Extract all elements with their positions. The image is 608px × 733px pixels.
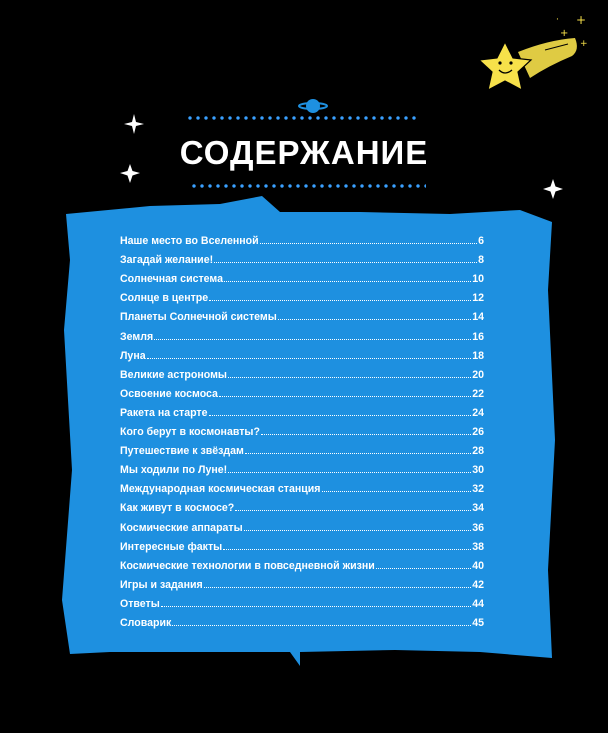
toc-dot-leader xyxy=(219,396,471,397)
toc-dot-leader xyxy=(161,606,471,607)
toc-entry[interactable] xyxy=(120,343,484,362)
toc-dot-leader xyxy=(261,434,471,435)
toc-entry-page-number: 44 xyxy=(472,597,484,610)
toc-entry[interactable] xyxy=(120,323,484,342)
toc-entry-title: Как живут в космосе? xyxy=(120,502,235,515)
toc-dot-leader xyxy=(376,568,471,569)
toc-entry[interactable] xyxy=(120,419,484,438)
toc-entry-title: Освоение космоса xyxy=(120,387,218,400)
toc-entry-page-number: 14 xyxy=(472,311,484,324)
toc-entry[interactable] xyxy=(120,553,484,572)
toc-entry-title: Игры и задания xyxy=(120,578,203,591)
toc-entry-page-number: 34 xyxy=(472,502,484,515)
toc-dot-leader xyxy=(209,300,471,301)
toc-entry-title: Ответы xyxy=(120,597,160,610)
toc-entry-page-number: 8 xyxy=(478,254,484,267)
toc-entry[interactable] xyxy=(120,304,484,323)
toc-dot-leader xyxy=(322,491,472,492)
toc-dot-leader xyxy=(204,587,472,588)
toc-entry-page-number: 42 xyxy=(472,578,484,591)
svg-text:+: + xyxy=(580,39,588,49)
toc-entry[interactable] xyxy=(120,400,484,419)
toc-entry-page-number: 38 xyxy=(472,540,484,553)
toc-entry-page-number: 20 xyxy=(472,368,484,381)
toc-dot-leader xyxy=(228,472,471,473)
toc-entry-title: Путешествие к звёздам xyxy=(120,445,244,458)
toc-entry-page-number: 45 xyxy=(472,616,484,629)
toc-entry[interactable] xyxy=(120,438,484,457)
toc-entry-title: Наше место во Вселенной xyxy=(120,235,259,248)
toc-entry[interactable] xyxy=(120,610,484,629)
svg-text:+: + xyxy=(560,28,569,39)
toc-entry-page-number: 10 xyxy=(472,273,484,286)
toc-dot-leader xyxy=(260,243,477,244)
toc-dot-leader xyxy=(235,510,471,511)
toc-dot-leader xyxy=(172,625,471,626)
toc-entry-title: Кого берут в космонавты? xyxy=(120,426,260,439)
title-dotted-line-top xyxy=(186,116,418,120)
toc-entry-page-number: 22 xyxy=(472,387,484,400)
toc-dot-leader xyxy=(147,358,472,359)
toc-entry[interactable] xyxy=(120,457,484,476)
svg-text:+: + xyxy=(576,13,587,27)
toc-entry[interactable] xyxy=(120,534,484,553)
toc-dot-leader xyxy=(244,530,472,531)
page-title: СОДЕРЖАНИЕ xyxy=(179,134,429,171)
toc-entry[interactable] xyxy=(120,285,484,304)
toc-entry-page-number: 16 xyxy=(472,330,484,343)
toc-entry-page-number: 24 xyxy=(472,406,484,419)
toc-entry[interactable] xyxy=(120,228,484,247)
toc-entry-title: Словарик xyxy=(120,616,172,629)
toc-entry-title: Загадай желание! xyxy=(120,254,214,267)
toc-dot-leader xyxy=(228,377,471,378)
toc-entry-page-number: 40 xyxy=(472,559,484,572)
toc-dot-leader xyxy=(154,339,471,340)
toc-entry-title: Луна xyxy=(120,349,146,362)
toc-entry-page-number: 6 xyxy=(478,235,484,248)
toc-entry[interactable] xyxy=(120,514,484,533)
toc-entry-page-number: 26 xyxy=(472,426,484,439)
toc-entry[interactable] xyxy=(120,266,484,285)
toc-entry-title: Космические аппараты xyxy=(120,521,243,534)
toc-dot-leader xyxy=(224,281,471,282)
toc-entry[interactable] xyxy=(120,381,484,400)
toc-entry[interactable] xyxy=(120,495,484,514)
toc-entry-page-number: 12 xyxy=(472,292,484,305)
toc-entry-page-number: 36 xyxy=(472,521,484,534)
toc-entry-page-number: 32 xyxy=(472,483,484,496)
toc-entry-title: Планеты Солнечной системы xyxy=(120,311,277,324)
toc-entry-title: Космические технологии в повседневной жизни xyxy=(120,559,375,572)
toc-entry-page-number: 28 xyxy=(472,445,484,458)
smiling-shooting-star-icon xyxy=(479,13,588,90)
toc-entry-title: Великие астрономы xyxy=(120,368,227,381)
toc-dot-leader xyxy=(223,549,471,550)
toc-entry[interactable] xyxy=(120,591,484,610)
toc-entry-title: Интересные факты xyxy=(120,540,223,553)
toc-entry-page-number: 18 xyxy=(472,349,484,362)
toc-entry-title: Международная космическая станция xyxy=(120,483,321,496)
toc-entry-page-number: 30 xyxy=(472,464,484,477)
toc-entry[interactable] xyxy=(120,476,484,495)
toc-dot-leader xyxy=(278,319,471,320)
toc-entry-title: Ракета на старте xyxy=(120,406,208,419)
svg-text:·: · xyxy=(556,15,559,25)
toc-entry-title: Солнечная система xyxy=(120,273,224,286)
toc-dot-leader xyxy=(214,262,477,263)
toc-dot-leader xyxy=(209,415,472,416)
planet-icon xyxy=(299,99,327,113)
toc-entry[interactable] xyxy=(120,247,484,266)
contents-list xyxy=(120,228,484,629)
toc-entry[interactable] xyxy=(120,572,484,591)
toc-entry-title: Земля xyxy=(120,330,154,343)
title-dotted-line-bottom xyxy=(190,184,426,188)
toc-dot-leader xyxy=(245,453,471,454)
toc-entry[interactable] xyxy=(120,362,484,381)
toc-entry-title: Мы ходили по Луне! xyxy=(120,464,228,477)
toc-entry-title: Солнце в центре xyxy=(120,292,209,305)
